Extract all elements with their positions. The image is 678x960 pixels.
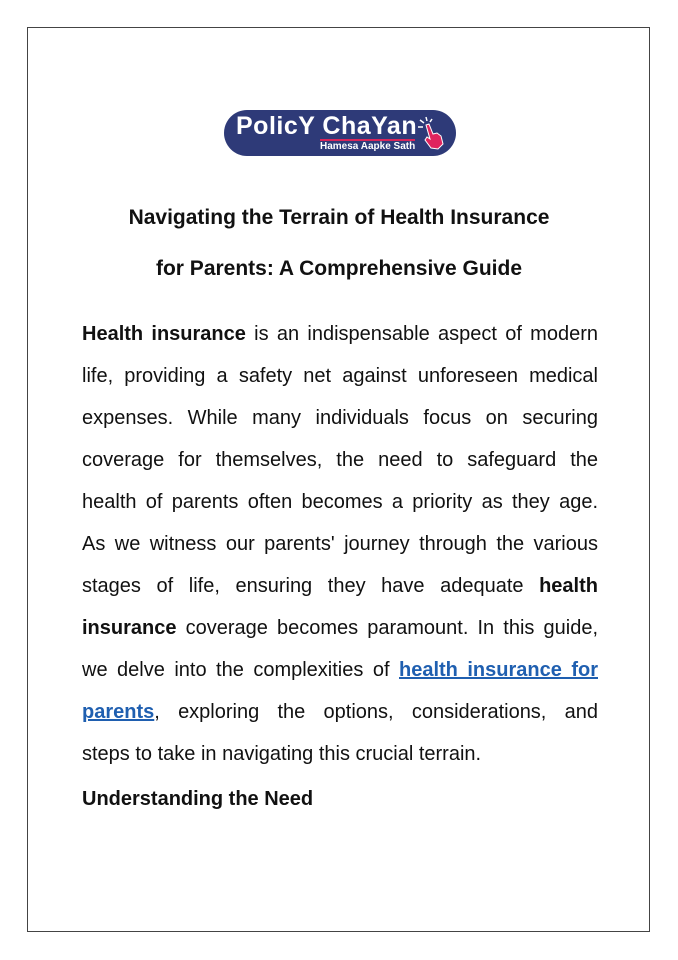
text: is an indispensable aspect of modern [245,323,598,345]
paragraph-line [82,439,598,481]
bold-text: Health insurance [82,323,246,345]
text: steps to take in navigating this crucial terrain. [82,743,482,765]
page-title-line-1: Navigating the Terrain of Health Insurance [128,206,550,229]
section-heading: Understanding the Need [82,788,314,810]
text: coverage becomes paramount. In this guide, [176,617,598,639]
paragraph-line [82,313,598,355]
logo-name: PolicY ChaYan [236,112,418,140]
paragraph-line [82,649,598,691]
intro-paragraph [82,313,598,775]
bold-text: insurance [82,617,177,639]
paragraph-line [82,355,598,397]
health-insurance-for-parents-link[interactable]: health insurance for [399,659,598,681]
page-title-line-2: for Parents: A Comprehensive Guide [155,257,523,280]
pointing-hand-icon [416,116,446,150]
text: As we witness our parents' journey through the various [82,533,598,555]
logo-tagline: Hamesa Aapke Sath [320,141,416,152]
text: stages of life, ensuring they have adequate [82,575,540,597]
text: expenses. While many individuals focus on securing [82,407,598,429]
paragraph-line [82,733,598,775]
paragraph-line [82,397,598,439]
bold-text: health [539,575,598,597]
text: we delve into the complexities of [82,659,399,681]
paragraph-line [82,691,598,733]
health-insurance-for-parents-link[interactable]: parents [82,701,155,723]
paragraph-line [82,607,598,649]
text: life, providing a safety net against unforeseen medical [82,365,598,387]
paragraph-line [82,481,598,523]
paragraph-line [82,523,598,565]
policy-chayan-logo [224,110,456,156]
paragraph-line [82,565,598,607]
text: health of parents often becomes a priority as they age. [82,491,598,513]
text: , exploring the options, considerations, and [154,701,598,723]
text: coverage for themselves, the need to safeguard the [82,449,598,471]
